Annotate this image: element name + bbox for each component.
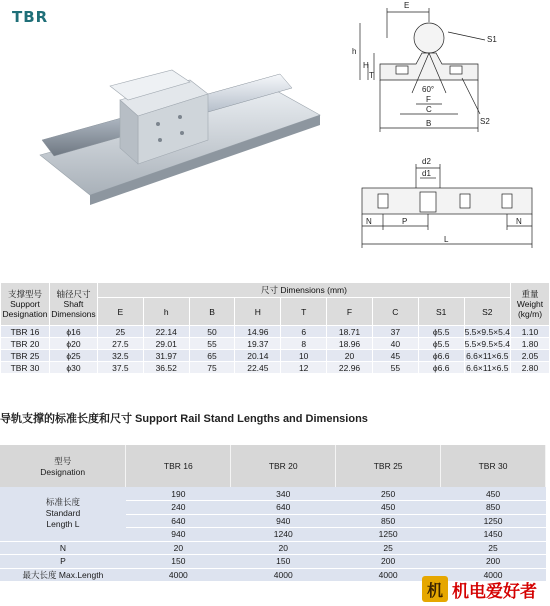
cross-section-drawing <box>340 0 545 140</box>
spec-cell-s2: 5.5×9.5×5.4 <box>464 326 510 337</box>
spec-head-col-h: H <box>235 298 281 326</box>
len-cell: 25 <box>336 541 441 555</box>
dim-T-label: T <box>369 71 374 80</box>
len-cell: 4000 <box>336 568 441 582</box>
len-cell: 200 <box>441 555 546 569</box>
spec-cell-e: 25 <box>97 326 143 338</box>
spec-cell-t: 6 <box>281 326 327 338</box>
len-head-col: TBR 20 <box>231 445 336 487</box>
spec-cell-c: 55 <box>372 362 418 374</box>
svg-text:机: 机 <box>426 581 444 600</box>
spec-cell-shaft: ϕ25 <box>49 350 97 362</box>
len-head-col: TBR 25 <box>336 445 441 487</box>
spec-cell-f: 18.71 <box>327 326 373 338</box>
spec-cell-e: 37.5 <box>97 362 143 374</box>
spec-cell-b: 65 <box>189 350 235 362</box>
page-title: TBR <box>12 8 49 26</box>
len-cell: 640 <box>231 501 336 515</box>
len-cell: 1250 <box>336 528 441 542</box>
len-cell: 850 <box>336 514 441 528</box>
len-label-standard: 标准长度 Standard Length L <box>0 487 126 541</box>
spec-cell-s2: 6.6×11×6.5 <box>466 350 509 361</box>
spec-cell-s2: 5.5×9.5×5.4 <box>464 338 510 349</box>
spec-cell-s1: ϕ6.6 <box>418 350 464 362</box>
spec-head-shaft: 轴径尺寸 Shaft Dimensions <box>49 283 97 326</box>
dim-F-label: F <box>426 95 431 104</box>
spec-head-col-b: B <box>189 298 235 326</box>
dim-N-left-label: N <box>366 217 372 226</box>
dim-P-label: P <box>402 217 408 226</box>
len-cell: 450 <box>336 501 441 515</box>
spec-cell-h: 19.37 <box>235 338 281 350</box>
spec-cell-c: 45 <box>372 350 418 362</box>
spec-cell-s2: 6.6×11×6.5 <box>466 362 509 373</box>
spec-cell-w: 2.80 <box>510 362 549 374</box>
len-row-n <box>0 541 546 555</box>
spec-cell-s1: ϕ5.5 <box>418 326 464 338</box>
spec-cell-model: TBR 25 <box>1 350 50 362</box>
len-cell: 940 <box>231 514 336 528</box>
spec-cell-model: TBR 16 <box>1 326 50 338</box>
spec-cell-f: 18.96 <box>327 338 373 350</box>
spec-cell-b: 75 <box>189 362 235 374</box>
len-cell: 20 <box>126 541 231 555</box>
spec-cell-c: 40 <box>372 338 418 350</box>
spec-cell-e: 27.5 <box>97 338 143 350</box>
spec-cell-w: 1.10 <box>510 326 549 338</box>
len-cell: 340 <box>231 487 336 501</box>
watermark-logo <box>420 572 548 604</box>
dim-B-label: B <box>426 119 432 128</box>
spec-cell-c: 37 <box>372 326 418 338</box>
spec-head-model: 支撑型号 Support Designation <box>1 283 50 326</box>
dim-d2-label: d2 <box>422 157 431 166</box>
dim-angle-label: 60° <box>422 85 435 94</box>
len-cell: 4000 <box>126 568 231 582</box>
spec-cell-f: 22.96 <box>327 362 373 374</box>
spec-cell-s1: ϕ5.5 <box>418 338 464 350</box>
len-cell: 25 <box>441 541 546 555</box>
dim-h-label: h <box>352 47 357 56</box>
len-cell: 1250 <box>441 514 546 528</box>
len-head-col: TBR 30 <box>441 445 546 487</box>
spec-cell-h: 36.52 <box>143 362 189 374</box>
spec-head-col-t: T <box>281 298 327 326</box>
spec-cell-h: 20.14 <box>235 350 281 362</box>
spec-head-col-s1: S1 <box>418 298 464 326</box>
len-cell: 640 <box>126 514 231 528</box>
spec-head-dimensions: 尺寸 Dimensions (mm) <box>97 283 510 298</box>
len-head-designation: 型号 Designation <box>0 445 126 487</box>
spec-head-col-h: h <box>143 298 189 326</box>
spec-cell-w: 2.05 <box>510 350 549 362</box>
spec-row <box>1 338 550 350</box>
spec-cell-e: 32.5 <box>97 350 143 362</box>
len-cell: 4000 <box>231 568 336 582</box>
len-row-p <box>0 555 546 569</box>
dim-L-label: L <box>444 235 449 244</box>
len-cell: 200 <box>336 555 441 569</box>
spec-cell-t: 10 <box>281 350 327 362</box>
spec-cell-f: 20 <box>327 350 373 362</box>
len-cell: 1240 <box>231 528 336 542</box>
spec-cell-h: 29.01 <box>143 338 189 350</box>
spec-head-col-e: E <box>97 298 143 326</box>
dim-N-right-label: N <box>516 217 522 226</box>
dim-E-label: E <box>404 1 410 10</box>
spec-cell-shaft: ϕ30 <box>49 362 97 374</box>
spec-cell-h: 31.97 <box>143 350 189 362</box>
spec-cell-b: 50 <box>189 326 235 338</box>
spec-row <box>1 350 550 362</box>
spec-cell-s1: ϕ6.6 <box>418 362 464 374</box>
product-photo <box>30 60 330 210</box>
spec-cell-t: 12 <box>281 362 327 374</box>
spec-table <box>0 282 550 374</box>
len-row-standard <box>0 487 546 501</box>
len-cell: 450 <box>441 487 546 501</box>
spec-cell-shaft: ϕ20 <box>49 338 97 350</box>
spec-cell-model: TBR 30 <box>1 362 50 374</box>
dim-H-label: H <box>363 61 369 70</box>
spec-row <box>1 362 550 374</box>
spec-cell-b: 55 <box>189 338 235 350</box>
spec-head-col-s2: S2 <box>464 298 510 326</box>
spec-row <box>1 326 550 338</box>
spec-head-col-f: F <box>327 298 373 326</box>
spec-cell-h: 22.45 <box>235 362 281 374</box>
spec-cell-h: 14.96 <box>235 326 281 338</box>
dim-S1-label: S1 <box>487 35 497 44</box>
spec-cell-shaft: ϕ16 <box>49 326 97 338</box>
len-cell: 150 <box>126 555 231 569</box>
len-cell: 240 <box>126 501 231 515</box>
dim-S2-label: S2 <box>480 117 490 126</box>
len-cell: 940 <box>126 528 231 542</box>
dim-C-label: C <box>426 105 432 114</box>
spec-cell-h: 22.14 <box>143 326 189 338</box>
spec-cell-w: 1.80 <box>510 338 549 350</box>
len-cell: 1450 <box>441 528 546 542</box>
spec-head-col-c: C <box>372 298 418 326</box>
len-cell: 850 <box>441 501 546 515</box>
len-row-p-label: P <box>0 555 126 569</box>
length-table <box>0 445 546 582</box>
len-cell: 20 <box>231 541 336 555</box>
len-row-n-label: N <box>0 541 126 555</box>
len-cell: 150 <box>231 555 336 569</box>
len-cell: 250 <box>336 487 441 501</box>
side-view-drawing <box>340 150 545 260</box>
len-row-max-label: 最大长度 Max.Length <box>0 568 126 582</box>
len-head-col: TBR 16 <box>126 445 231 487</box>
len-cell: 190 <box>126 487 231 501</box>
logo-text: 机电爱好者 <box>452 582 537 602</box>
spec-cell-model: TBR 20 <box>1 338 50 350</box>
len-cell: 4000 <box>441 568 546 582</box>
spec-head-weight: 重量 Weight (kg/m) <box>510 283 549 326</box>
section-title: 导轨支撑的标准长度和尺寸 Support Rail Stand Lengths and Dimensions <box>0 413 368 425</box>
dim-d1-label: d1 <box>422 169 431 178</box>
spec-cell-t: 8 <box>281 338 327 350</box>
